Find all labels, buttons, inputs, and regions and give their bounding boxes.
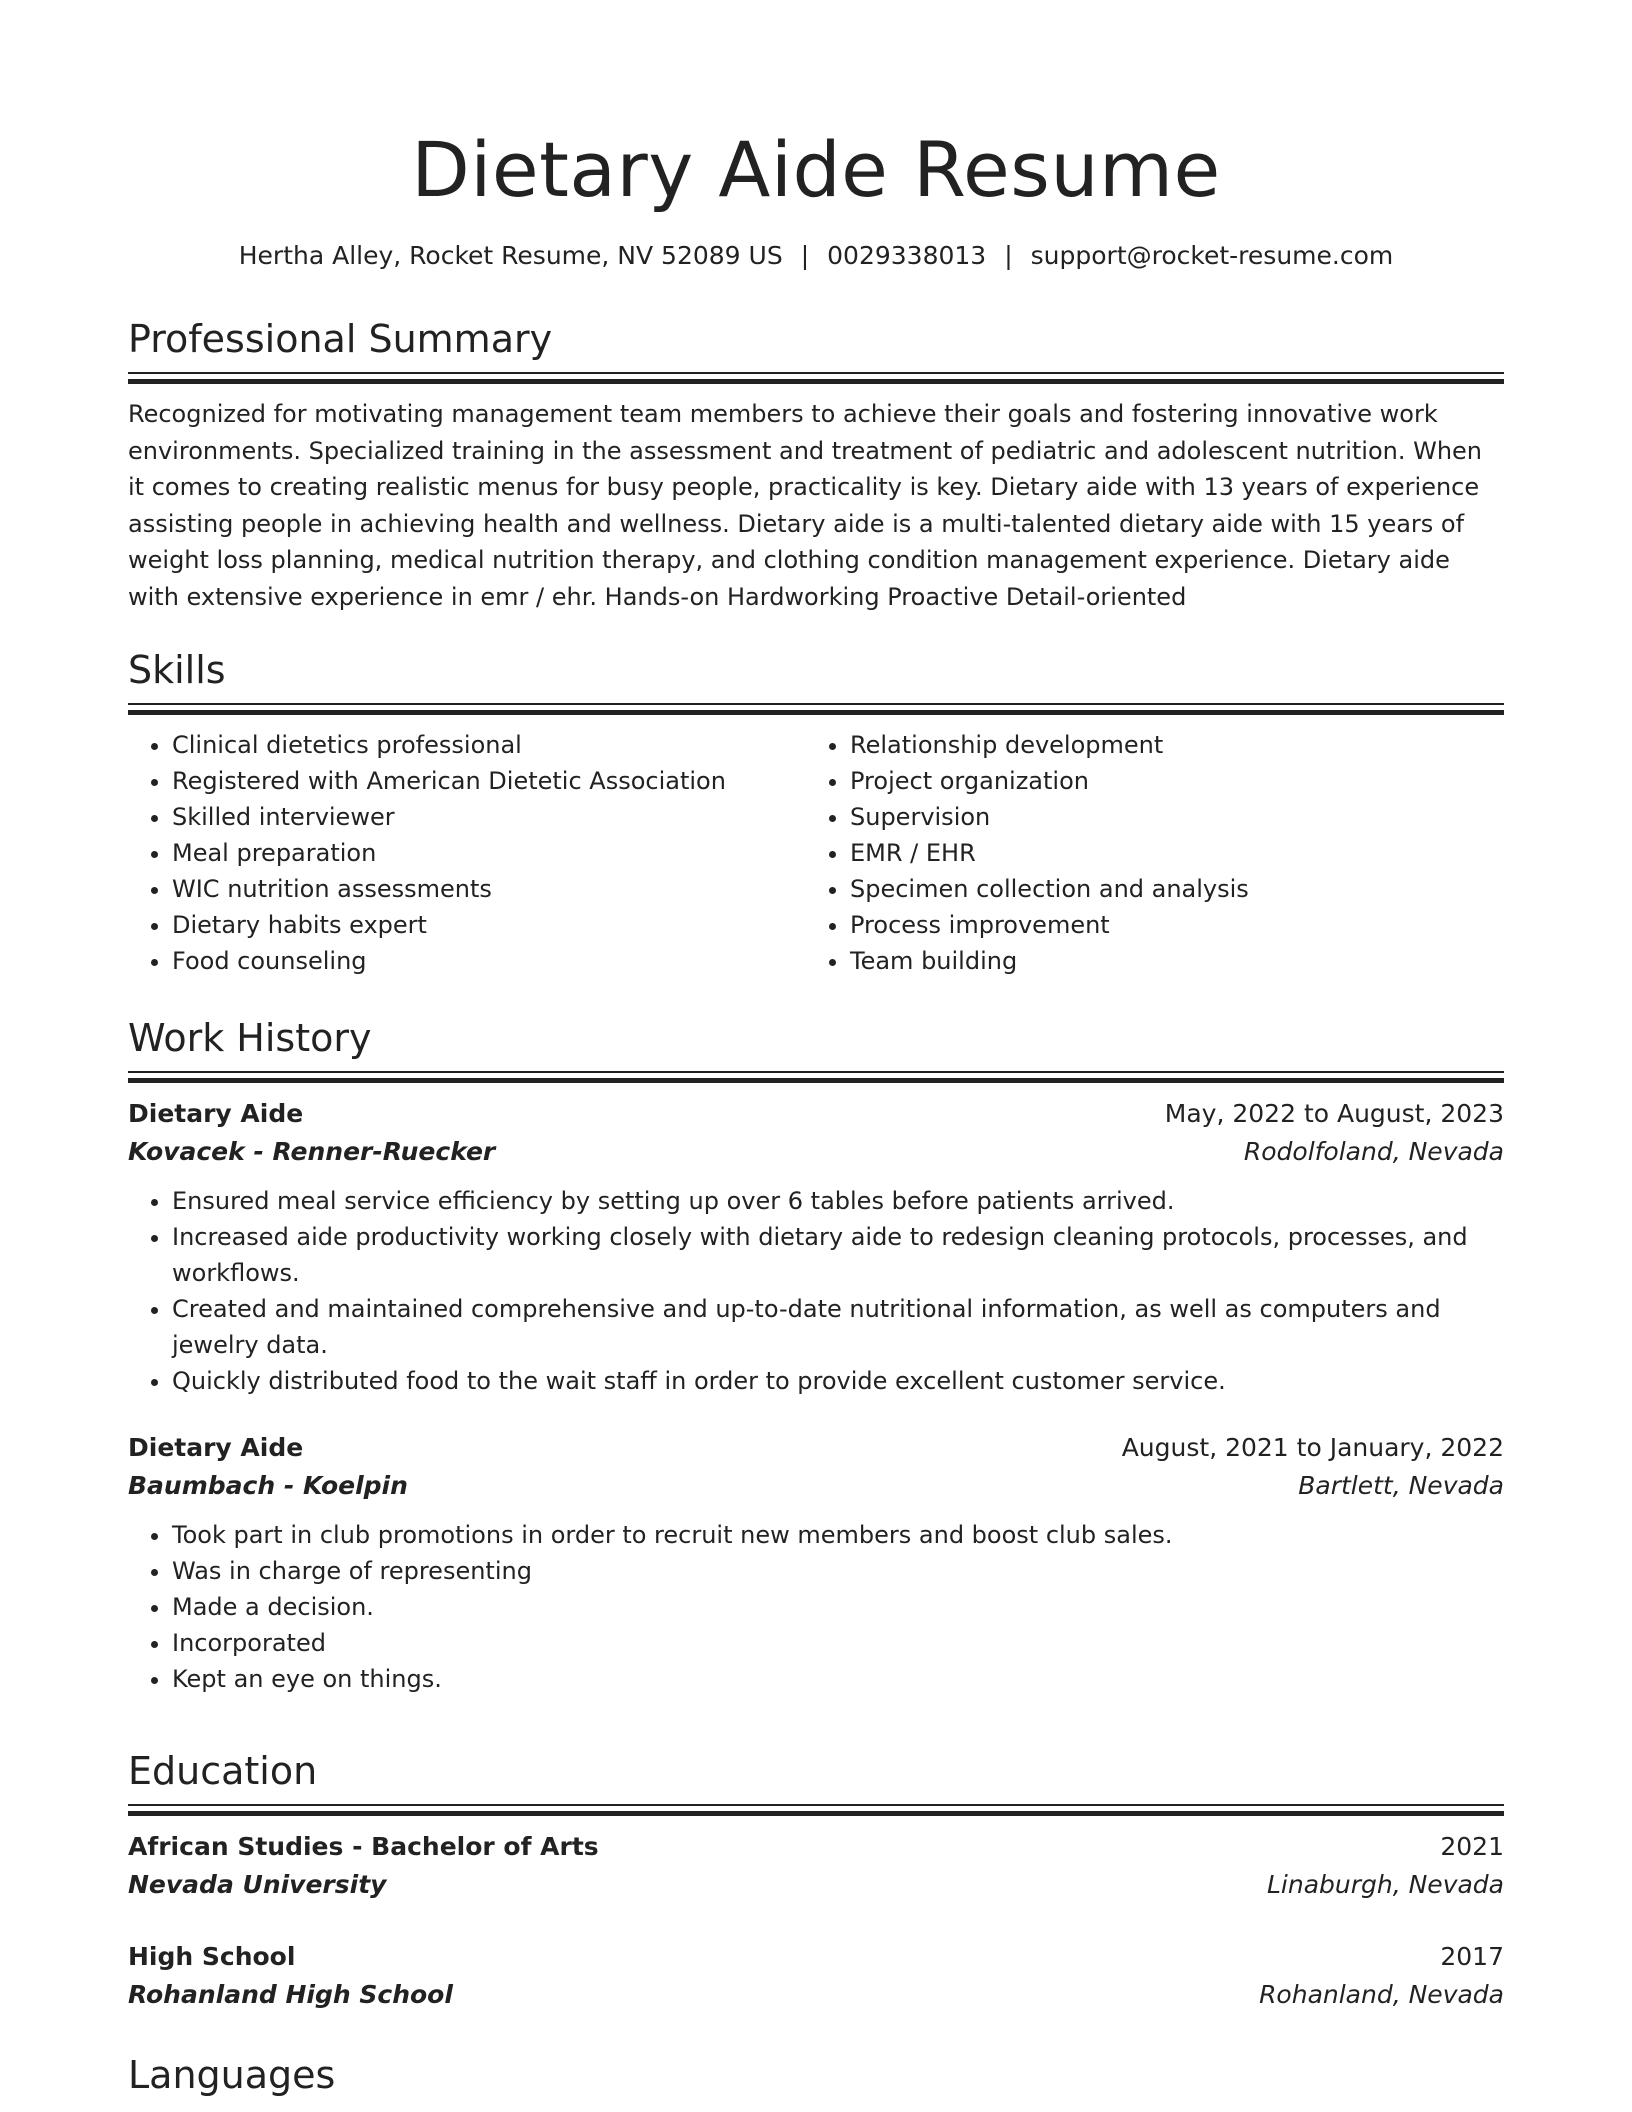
skill-item: • WIC nutrition assessments bbox=[172, 871, 806, 907]
job-bullet: • Quickly distributed food to the wait staff in order to provide excellent customer service. bbox=[172, 1363, 1504, 1399]
education-header-row bbox=[128, 1828, 1504, 1866]
job-bullet: • Made a decision. bbox=[172, 1589, 1504, 1625]
education-school-row bbox=[128, 1866, 1504, 1904]
job-bullet: • Kept an eye on things. bbox=[172, 1661, 1504, 1697]
job-company-row bbox=[128, 1467, 1504, 1505]
education-degree: African Studies - Bachelor of Arts bbox=[128, 1832, 599, 1861]
section-divider bbox=[128, 703, 1504, 715]
contact-separator: | bbox=[1004, 241, 1013, 270]
job-company: Baumbach - Koelpin bbox=[128, 1471, 408, 1500]
skills-list-left bbox=[128, 727, 806, 979]
job-bullet: • Took part in club promotions in order to recruit new members and boost club sales. bbox=[172, 1517, 1504, 1553]
skill-item: • Team building bbox=[850, 943, 1484, 979]
skill-item: • Process improvement bbox=[850, 907, 1484, 943]
education-school: Nevada University bbox=[128, 1870, 387, 1899]
section-divider bbox=[128, 1804, 1504, 1816]
skills-list-right bbox=[806, 727, 1484, 979]
skill-item: • Meal preparation bbox=[172, 835, 806, 871]
skill-item: • Registered with American Dietetic Association bbox=[172, 763, 806, 799]
job-bullet: • Ensured meal service efficiency by setting up over 6 tables before patients arrived. bbox=[172, 1183, 1504, 1219]
job-bullets bbox=[128, 1517, 1504, 1697]
contact-line bbox=[128, 238, 1504, 274]
education-location: Rohanland, Nevada bbox=[1259, 1980, 1504, 2009]
skills-columns bbox=[128, 727, 1504, 979]
education-school-row bbox=[128, 1976, 1504, 2014]
job-bullet: • Increased aide productivity working closely with dietary aide to redesign cleaning protocols, processes, and workflows. bbox=[172, 1219, 1504, 1291]
job-bullet: • Created and maintained comprehensive and up-to-date nutritional information, as well as computers and jewelry data. bbox=[172, 1291, 1504, 1363]
skill-item: • EMR / EHR bbox=[850, 835, 1484, 871]
skill-item: • Skilled interviewer bbox=[172, 799, 806, 835]
education-location: Linaburgh, Nevada bbox=[1266, 1870, 1504, 1899]
job-location: Bartlett, Nevada bbox=[1298, 1471, 1504, 1500]
education-school: Rohanland High School bbox=[128, 1980, 453, 2009]
education-header-row bbox=[128, 1938, 1504, 1976]
job-header-row bbox=[128, 1095, 1504, 1133]
skill-item: • Dietary habits expert bbox=[172, 907, 806, 943]
skill-item: • Supervision bbox=[850, 799, 1484, 835]
section-heading-languages: Languages bbox=[128, 2053, 336, 2097]
job-location: Rodolfoland, Nevada bbox=[1243, 1137, 1504, 1166]
summary-text: Recognized for motivating management team members to achieve their goals and fostering innovative work environments. Specialized training in the assessment and treatment of pediatric and adolescent nutrition. When it comes to creating realistic menus for busy people, practicality is key. Dietary aide with 13 years of experience assisting people in achieving health and wellness. Dietary aide is a multi-talented dietary aide with 15 years of weight loss planning, medical nutrition therapy, and clothing condition management experience. Dietary aide with extensive experience in emr / ehr. Hands-on Hardworking Proactive Detail-oriented bbox=[128, 400, 1483, 611]
job-dates: May, 2022 to August, 2023 bbox=[1164, 1099, 1504, 1128]
job-header-row bbox=[128, 1429, 1504, 1467]
job-title: Dietary Aide bbox=[128, 1099, 304, 1128]
section-divider bbox=[128, 1071, 1504, 1083]
skill-item: • Clinical dietetics professional bbox=[172, 727, 806, 763]
section-heading-education: Education bbox=[128, 1749, 318, 1793]
skills-section bbox=[128, 645, 1504, 979]
section-divider bbox=[128, 372, 1504, 384]
skill-item: • Food counseling bbox=[172, 943, 806, 979]
job-bullet: • Was in charge of representing bbox=[172, 1553, 1504, 1589]
contact-email: support@rocket-resume.com bbox=[1030, 241, 1394, 270]
job-company: Kovacek - Renner-Ruecker bbox=[128, 1137, 496, 1166]
job-bullets bbox=[128, 1183, 1504, 1399]
skill-item: • Specimen collection and analysis bbox=[850, 871, 1484, 907]
job-entry bbox=[128, 1429, 1504, 1697]
skill-item: • Project organization bbox=[850, 763, 1484, 799]
education-entry bbox=[128, 1828, 1504, 1904]
job-dates: August, 2021 to January, 2022 bbox=[1121, 1433, 1504, 1462]
contact-separator: | bbox=[800, 241, 810, 270]
job-title: Dietary Aide bbox=[128, 1433, 304, 1462]
contact-phone: 0029338013 bbox=[827, 241, 987, 270]
education-year: 2021 bbox=[1440, 1832, 1504, 1861]
education-degree: High School bbox=[128, 1942, 296, 1971]
education-entry bbox=[128, 1938, 1504, 2014]
contact-address: Hertha Alley, Rocket Resume, NV 52089 US bbox=[238, 241, 783, 270]
summary-section bbox=[128, 314, 1504, 615]
job-bullet: • Incorporated bbox=[172, 1625, 1504, 1661]
education-year: 2017 bbox=[1440, 1942, 1504, 1971]
work-history-section bbox=[128, 1013, 1504, 1697]
education-section bbox=[128, 1746, 1504, 2014]
skill-item: • Relationship development bbox=[850, 727, 1484, 763]
resume-title: Dietary Aide Resume bbox=[411, 125, 1221, 214]
languages-section bbox=[128, 2050, 1504, 2100]
section-heading-summary: Professional Summary bbox=[128, 317, 553, 361]
job-company-row bbox=[128, 1133, 1504, 1171]
section-heading-skills: Skills bbox=[128, 648, 226, 692]
section-heading-work: Work History bbox=[128, 1016, 372, 1060]
job-entry bbox=[128, 1095, 1504, 1399]
